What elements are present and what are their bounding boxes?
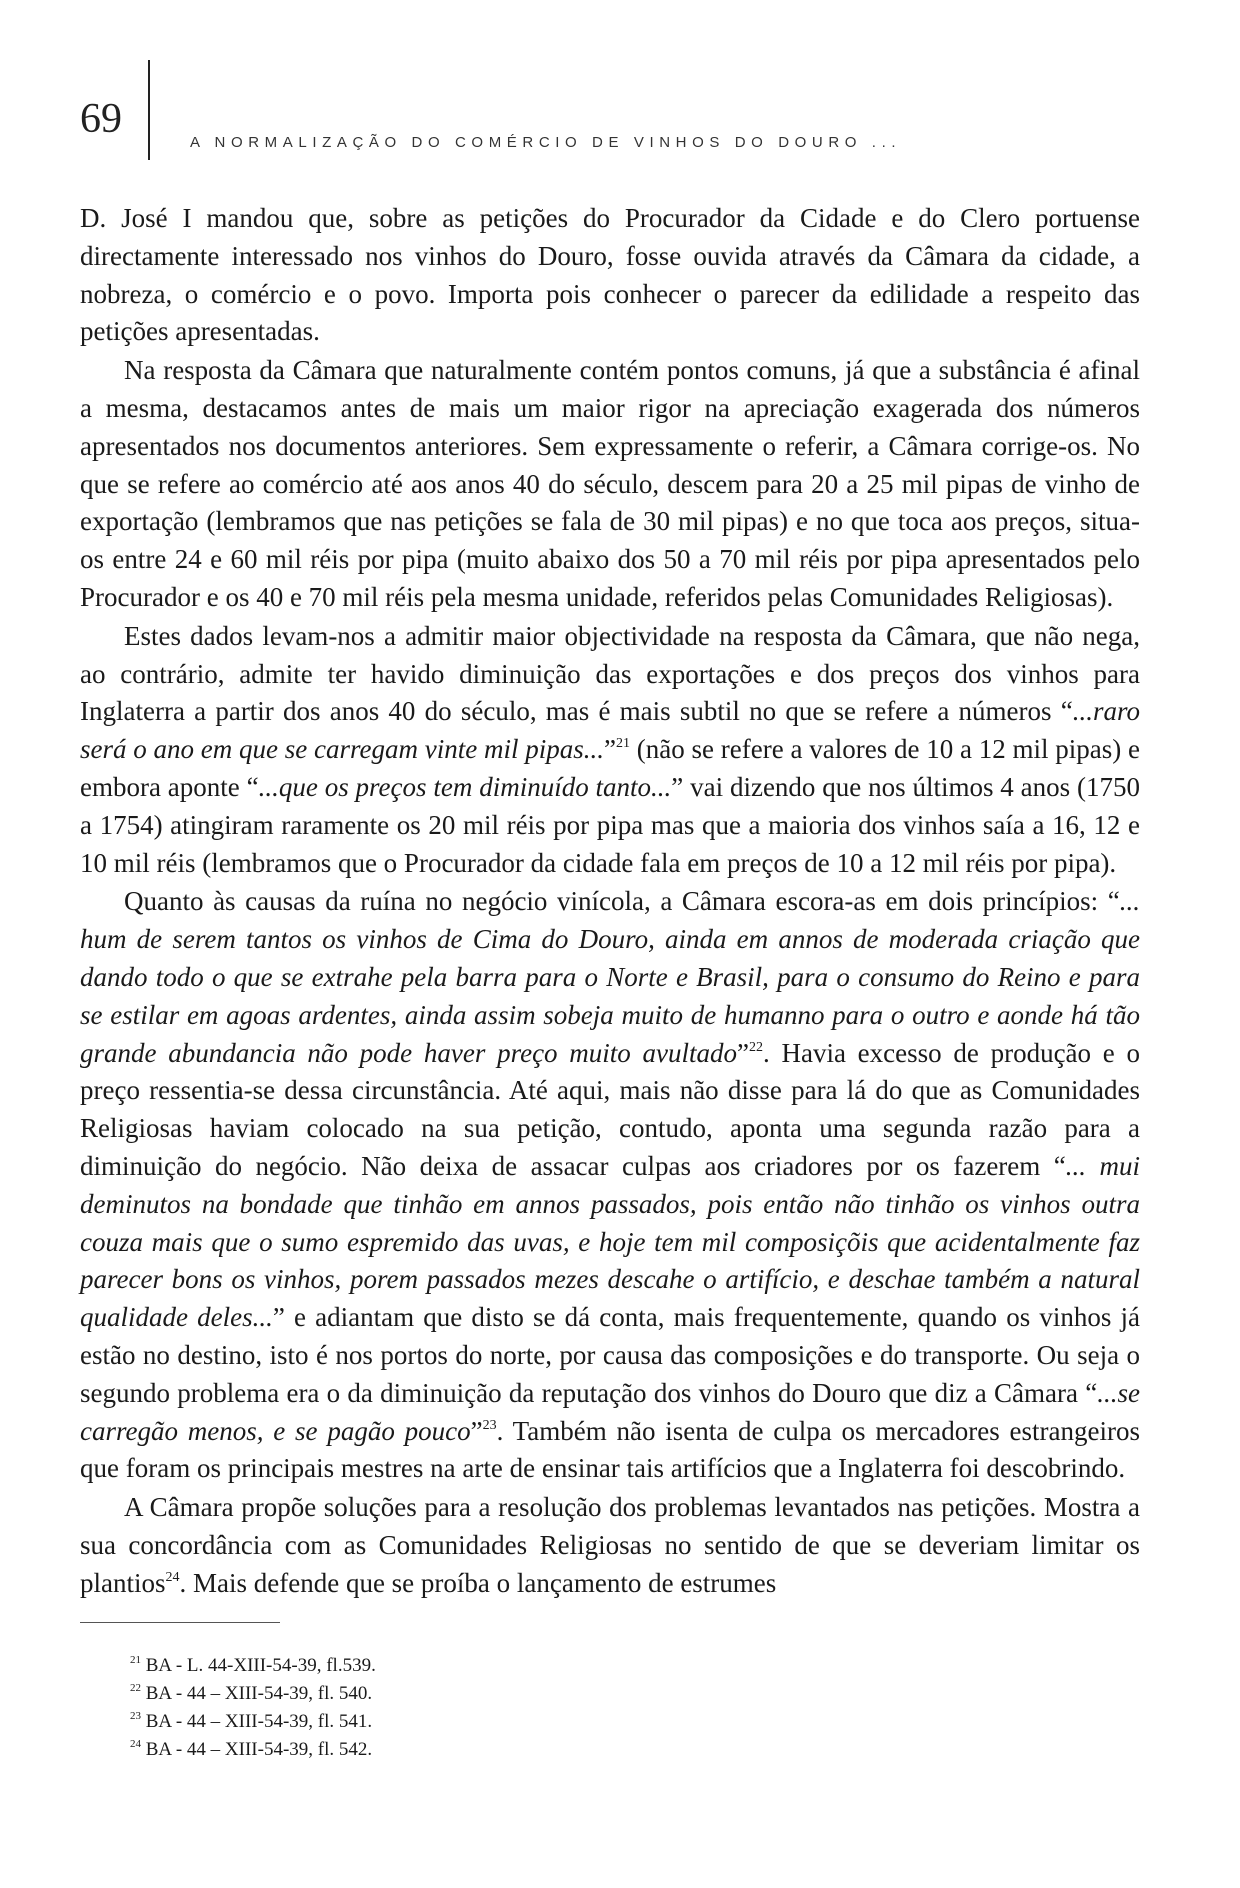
footnote-number: 22 bbox=[130, 1682, 141, 1694]
text-run: ” e adiantam que disto se dá conta, mais frequentemente, quando os vinhos já estão no destino, isto é nos portos do norte, por causa das composições e do transporte. Ou seja o segundo problema era o da diminuição da reputação dos vinhos do Douro que diz a Câmara “ bbox=[80, 1302, 1140, 1408]
body-text bbox=[80, 200, 1140, 1602]
footnote bbox=[130, 1736, 376, 1764]
paragraph bbox=[80, 1489, 1140, 1602]
footnote-ref[interactable]: 22 bbox=[749, 1039, 763, 1055]
text-run: A Câmara propõe soluções para a resolução dos problemas levantados nas petições. Mostra a sua concordância com as Comunidades Religiosas no sentido de que se deveriam limitar os plantios bbox=[80, 1492, 1140, 1598]
footnote-text: BA - L. 44-XIII-54-39, fl.539. bbox=[145, 1655, 376, 1676]
text-run: D. José I mandou que, sobre as petições do Procurador da Cidade e do Clero portuense directamente interessado nos vinhos do Douro, fosse ouvida através da Câmara da cidade, a nobreza, o comércio e o povo. Importa pois conhecer o parecer da edilidade a respeito das petições apresentadas. bbox=[80, 203, 1140, 347]
footnote-number: 23 bbox=[130, 1710, 141, 1722]
quoted-text: ...raro será o ano em que se carregam vinte mil pipas... bbox=[80, 696, 1140, 765]
quoted-text: ... mui deminutos na bondade que tinhão em annos passados, pois então não tinhão os vinhos outra couza mais que o sumo espremido das uvas, e hoje tem mil composiçõis que acidentalmente faz parecer bons os vinhos, porem passados mezes descahe o artifício, e deschae também a natural qualidade deles... bbox=[80, 1150, 1141, 1333]
text-run: Na resposta da Câmara que naturalmente contém pontos comuns, já que a substância é afinal a mesma, destacamos antes de mais um maior rigor na apreciação exagerada dos números apresentados nos documentos anteriores. Sem expressamente o referir, a Câmara corrige-os. No que se refere ao comércio até aos anos 40 do século, descem para 20 a 25 mil pipas de vinho de exportação (lembramos que nas petições se fala de 30 mil pipas) e no que toca aos preços, situa-os entre 24 e 60 mil réis por pipa (muito abaixo dos 50 a 70 mil réis por pipa apresentados pelo Procurador e os 40 e 70 mil réis pela mesma unidade, referidos pelas Comunidades Religiosas). bbox=[80, 355, 1140, 612]
footnote-divider bbox=[80, 1622, 280, 1623]
page-header bbox=[80, 60, 1140, 150]
text-run: Estes dados levam-nos a admitir maior objectividade na resposta da Câmara, que não nega, ao contrário, admite ter havido diminuição das exportações e dos preços dos vinhos para Inglaterra a partir dos anos 40 do século, mas é mais subtil no que se refere a números “ bbox=[80, 620, 1140, 727]
paragraph bbox=[80, 618, 1140, 883]
footnotes bbox=[130, 1652, 376, 1764]
paragraph bbox=[80, 352, 1140, 617]
footnote-text: BA - 44 – XIII-54-39, fl. 541. bbox=[145, 1711, 373, 1732]
text-run: . Mais defende que se proíba o lançamento de estrumes bbox=[179, 1567, 777, 1598]
page-number: 69 bbox=[80, 96, 122, 142]
footnote bbox=[130, 1708, 376, 1736]
text-run: . Havia excesso de produção e o preço ressentia-se dessa circunstância. Até aqui, mais não disse para lá do que as Comunidades Religiosas haviam colocado na sua petição, contudo, aponta uma segunda razão para a diminuição do negócio. Não deixa de assacar culpas aos criadores por os fazerem “ bbox=[80, 1037, 1140, 1181]
footnote-number: 24 bbox=[130, 1738, 141, 1750]
quoted-text: ...se carregão menos, e se pagão pouco bbox=[80, 1377, 1140, 1446]
text-run: ” bbox=[604, 734, 617, 765]
footnote-text: BA - 44 – XIII-54-39, fl. 540. bbox=[145, 1683, 373, 1704]
quoted-text: ... hum de serem tantos os vinhos de Cima do Douro, ainda em annos de moderada criação que dando todo o que se extrahe pela barra para o Norte e Brasil, para o consumo do Reino e para se estilar em agoas ardentes, ainda assim sobeja muito de humanno para o outro e aonde há tão grande abundancia não pode haver preço muito avultado bbox=[80, 886, 1140, 1068]
paragraph bbox=[80, 200, 1140, 351]
text-run: Quanto às causas da ruína no negócio vinícola, a Câmara escora-as em dois princípios: “ bbox=[124, 886, 1120, 917]
text-run: . Também não isenta de culpa os mercadores estrangeiros que foram os principais mestres na arte de ensinar tais artifícios que a Inglaterra foi descobrindo. bbox=[80, 1415, 1140, 1484]
footnote-number: 21 bbox=[130, 1654, 141, 1666]
running-title: A NORMALIZAÇÃO DO COMÉRCIO DE VINHOS DO DOURO ... bbox=[190, 134, 902, 151]
footnote-ref[interactable]: 23 bbox=[482, 1417, 497, 1433]
footnote bbox=[130, 1652, 376, 1680]
footnote-ref[interactable]: 24 bbox=[165, 1569, 180, 1585]
paragraph bbox=[80, 883, 1140, 1488]
text-run: ” bbox=[737, 1037, 749, 1068]
text-run: ” bbox=[470, 1415, 483, 1446]
quoted-text: ...que os preços tem diminuído tanto... bbox=[258, 771, 672, 802]
text-run: ” vai dizendo que nos últimos 4 anos (1750 a 1754) atingiram raramente os 20 mil réis por pipa mas que a maioria dos vinhos saía a 16, 12 e 10 mil réis (lembramos que o Procurador da cidade fala em preços de 10 a 12 mil réis por pipa). bbox=[80, 771, 1140, 878]
header-divider bbox=[148, 60, 150, 160]
text-run: (não se refere a valores de 10 a 12 mil pipas) e embora aponte “ bbox=[80, 734, 1140, 802]
footnote-ref[interactable]: 21 bbox=[616, 736, 631, 752]
footnote-text: BA - 44 – XIII-54-39, fl. 542. bbox=[145, 1739, 373, 1760]
footnote bbox=[130, 1680, 376, 1708]
